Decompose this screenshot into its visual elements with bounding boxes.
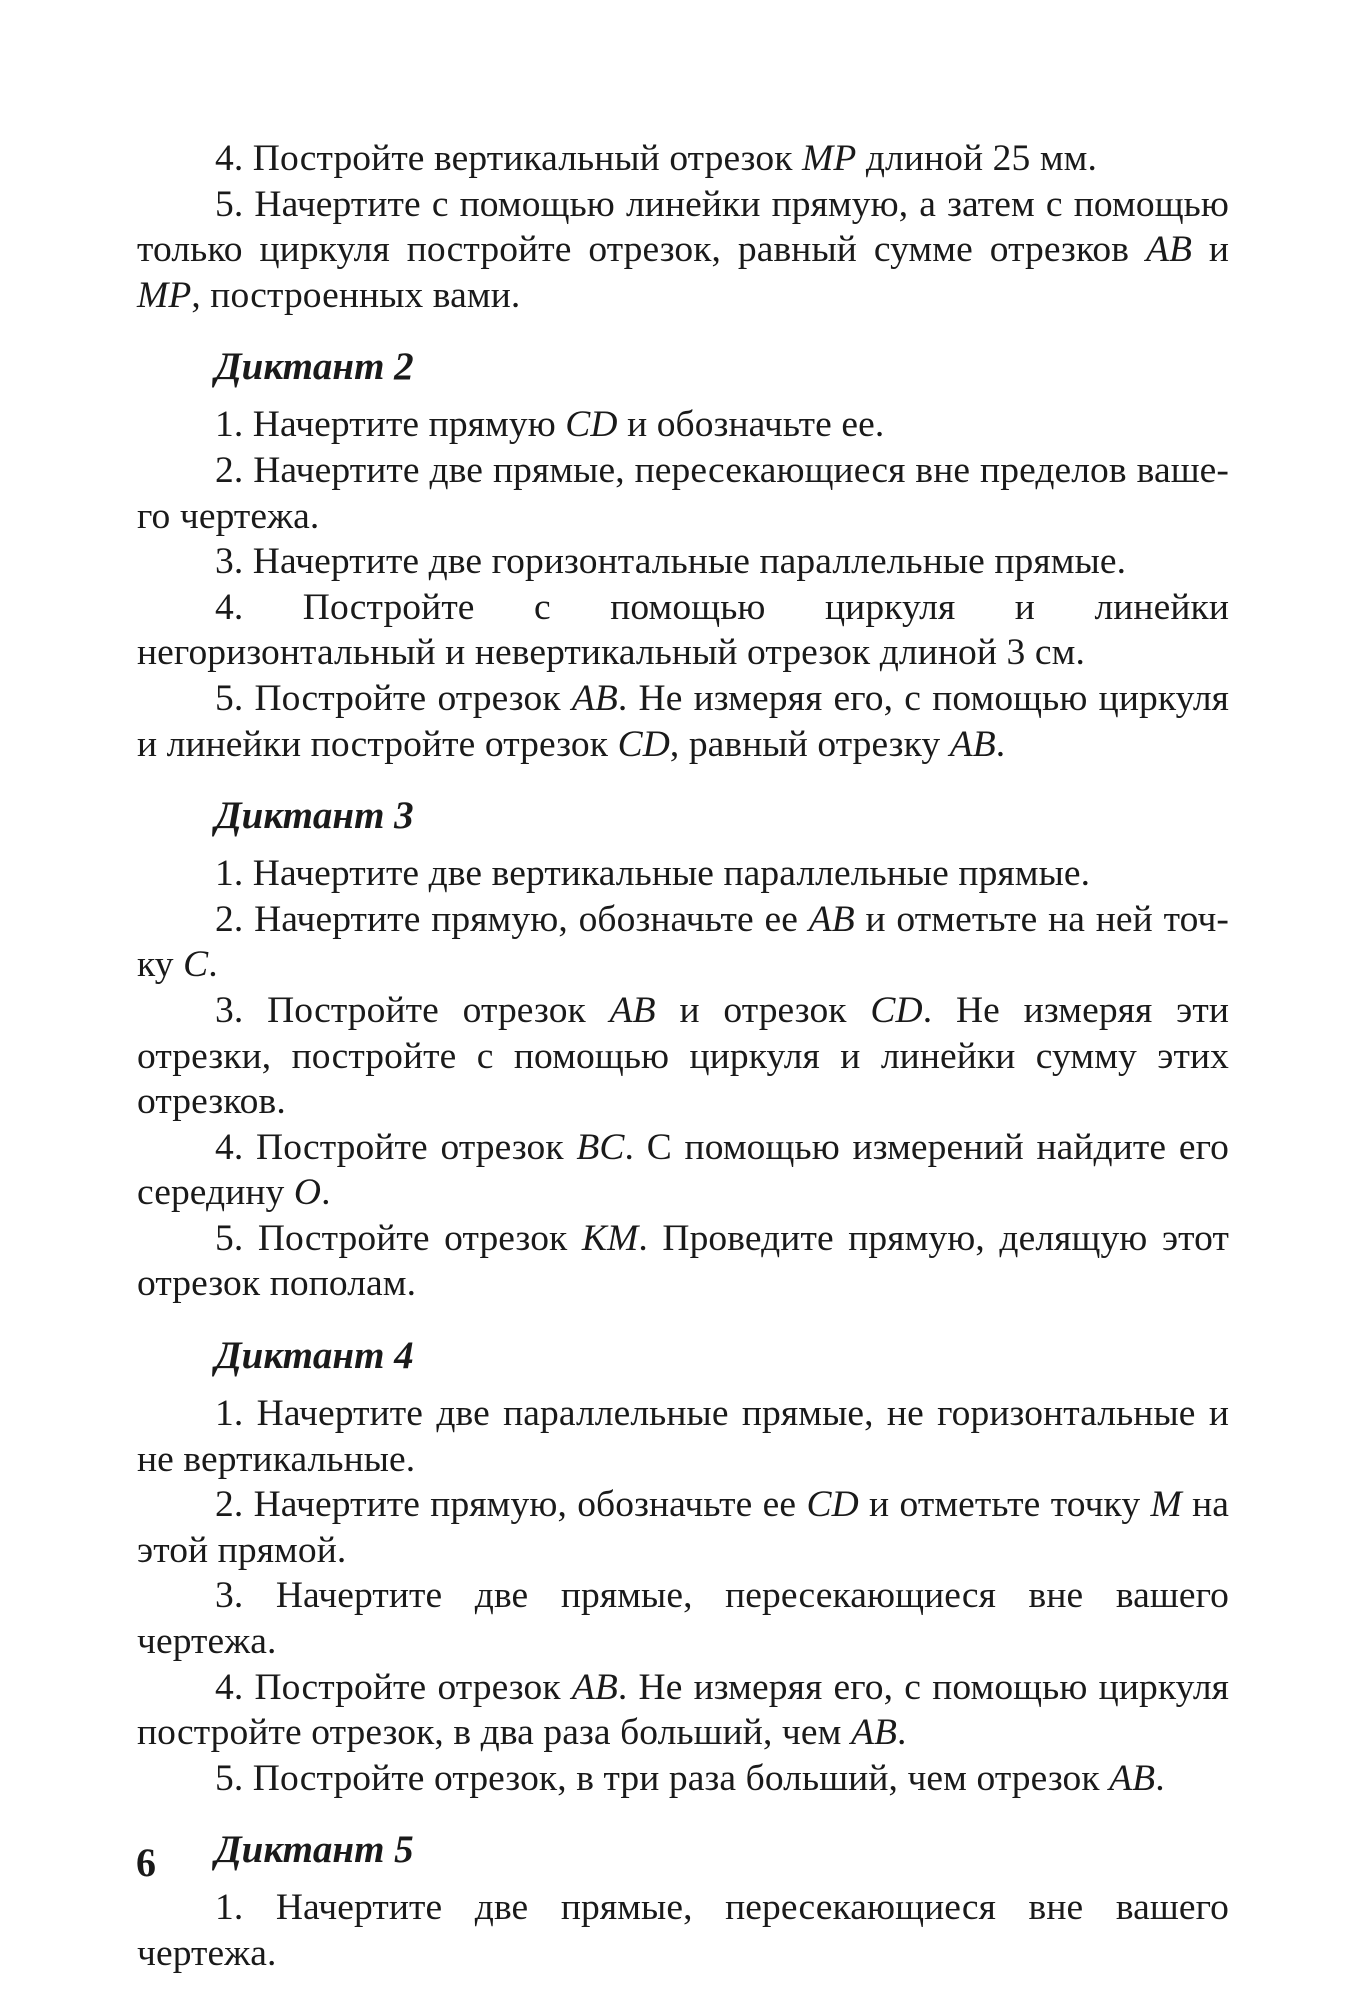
list-item: 4. Постройте отрезок AB. Не измеряя его, с помощью циркуля постройте отрезок, в два раза больший, чем AB. — [137, 1666, 1229, 1754]
math-variable: CD — [617, 723, 670, 765]
list-item: 3. Начертите две прямые, пересекающиеся вне вашего чертежа. — [137, 1575, 1229, 1663]
math-variable: AB — [1145, 229, 1192, 271]
math-variable: M — [1150, 1484, 1182, 1526]
section-dictation-3 — [137, 793, 1229, 1307]
section-heading: Диктант 5 — [215, 1828, 414, 1872]
math-variable: CD — [870, 989, 923, 1031]
section-dictation-4 — [137, 1333, 1229, 1801]
list-item: 4. Постройте отрезок BC. С помощью измерений найдите его середину O. — [137, 1126, 1229, 1214]
math-variable: KM — [581, 1217, 639, 1259]
section-dictation-5 — [137, 1827, 1229, 1976]
list-item: 1. Начертите две параллельные прямые, не горизонтальные и не вертикальные. — [137, 1393, 1229, 1480]
list-item: 5. Постройте отрезок, в три раза больший, чем отрезок AB. — [215, 1757, 1165, 1799]
intro-item-4: 4. Постройте вертикальный отрезок MP длиной 25 мм. — [215, 138, 1097, 179]
list-item: 1. Начертите две прямые, пересекающиеся вне вашего чертежа. — [137, 1887, 1229, 1974]
list-item: 2. Начертите прямую, обозначьте ее AB и отметьте на ней точ-ку C. — [137, 898, 1230, 986]
math-variable: C — [183, 944, 209, 986]
math-variable: MP — [802, 138, 857, 179]
math-variable: BC — [576, 1126, 625, 1168]
section-heading: Диктант 4 — [215, 1334, 414, 1378]
list-item: 4. Постройте с помощью циркуля и линейки негоризонтальный и невертикальный отрезок длиной 3 см. — [137, 586, 1229, 674]
math-variable: AB — [1109, 1757, 1156, 1799]
math-variable: AB — [850, 1712, 897, 1754]
list-item: 3. Начертите две горизонтальные параллельные прямые. — [215, 541, 1127, 583]
intro-block — [137, 136, 1229, 318]
math-variable: AB — [949, 723, 996, 765]
math-variable: AB — [609, 989, 656, 1031]
list-item: 5. Постройте отрезок KM. Проведите прямую, делящую этот отрезок пополам. — [137, 1217, 1229, 1305]
page-content — [137, 136, 1229, 1977]
list-item: 1. Начертите две вертикальные параллельные прямые. — [215, 853, 1091, 895]
list-item: 3. Постройте отрезок AB и отрезок CD. Не измеряя эти отрезки, постройте с помощью циркуля и линейки сумму этих отрезков. — [137, 989, 1229, 1123]
math-variable: AB — [808, 898, 855, 940]
math-variable: CD — [806, 1484, 859, 1526]
page-number: 6 — [136, 1840, 156, 1885]
list-item: 2. Начертите прямую, обозначьте ее CD и отметьте точку M на этой прямой. — [137, 1484, 1230, 1571]
section-dictation-2 — [137, 344, 1229, 767]
math-variable: O — [293, 1172, 322, 1214]
list-item: 5. Постройте отрезок AB. Не измеряя его, с помощью циркуля и линейки постройте отрезок CD, равный отрезку AB. — [137, 677, 1229, 765]
math-variable: CD — [565, 404, 618, 446]
section-heading: Диктант 3 — [215, 794, 414, 838]
math-variable: MP — [137, 274, 192, 316]
math-variable: AB — [571, 677, 618, 719]
section-heading: Диктант 2 — [215, 345, 414, 389]
intro-item-5: 5. Начертите с помощью линейки прямую, а затем с помощью только циркуля постройте отрезок, равный сумме отрезков AB и MP, построенных вами. — [137, 183, 1229, 316]
list-item: 2. Начертите две прямые, пересекающиеся вне пределов ваше-го чертежа. — [137, 449, 1229, 537]
list-item: 1. Начертите прямую CD и обозначьте ее. — [215, 404, 885, 446]
math-variable: AB — [571, 1666, 618, 1708]
